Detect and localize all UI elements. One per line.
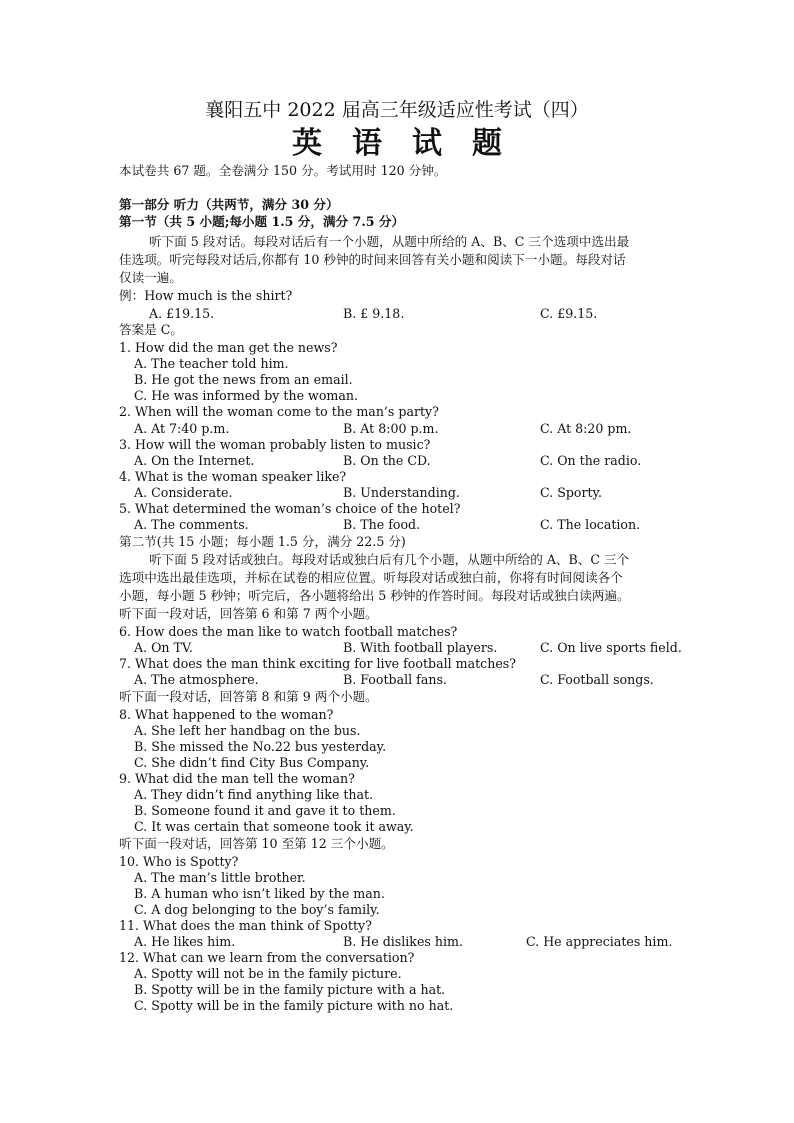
instruction-line: 听下面 5 段对话或独白。每段对话或独白后有几个小题，从题中所给的 A、B、C 三个 <box>149 552 630 567</box>
question-7-option-a: A. The atmosphere. <box>134 672 259 687</box>
question-12-option-a: A. Spotty will not be in the family picture. <box>134 966 402 981</box>
question-11: 11. What does the man think of Spotty? <box>119 918 372 933</box>
question-12: 12. What can we learn from the conversation? <box>119 950 415 965</box>
question-12-option-c: C. Spotty will be in the family picture with no hat. <box>134 998 454 1013</box>
question-9: 9. What did the man tell the woman? <box>119 771 355 786</box>
section-heading: 第二节(共 15 小题；每小题 1.5 分，满分 22.5 分) <box>119 534 406 549</box>
part-heading: 第一部分 听力（共两节，满分 30 分） <box>119 197 339 212</box>
question-11-option-c: C. He appreciates him. <box>526 934 673 949</box>
instruction-line: 仅读一遍。 <box>119 270 182 285</box>
question-11-option-a: A. He likes him. <box>134 934 236 949</box>
question-10-option-c: C. A dog belonging to the boy’s family. <box>134 902 380 917</box>
question-2: 2. When will the woman come to the man’s party? <box>119 404 439 419</box>
question-8: 8. What happened to the woman? <box>119 707 334 722</box>
question-2-option-b: B. At 8:00 p.m. <box>343 421 439 436</box>
instruction-line: 听下面 5 段对话。每段对话后有一个小题，从题中所给的 A、B、C 三个选项中选出最 <box>149 234 630 249</box>
question-2-option-a: A. At 7:40 p.m. <box>134 421 230 436</box>
question-7-option-c: C. Football songs. <box>540 672 654 687</box>
example-answer: 答案是 C。 <box>119 322 184 337</box>
question-6: 6. How does the man like to watch football matches? <box>119 624 458 639</box>
question-5: 5. What determined the woman’s choice of the hotel? <box>119 501 461 516</box>
section-heading: 第一节（共 5 小题;每小题 1.5 分，满分 7.5 分） <box>119 214 405 229</box>
example-option-b: B. £ 9.18. <box>343 306 405 321</box>
question-4-option-c: C. Sporty. <box>540 485 602 500</box>
exam-subject: 英语试题 <box>292 126 532 161</box>
question-8-option-a: A. She left her handbag on the bus. <box>134 723 361 738</box>
question-1: 1. How did the man get the news? <box>119 340 338 355</box>
exam-intro: 本试卷共 67 题。全卷满分 150 分。考试用时 120 分钟。 <box>119 163 447 178</box>
example-option-a: A. £19.15. <box>149 306 215 321</box>
question-4-option-b: B. Understanding. <box>343 485 460 500</box>
question-9-option-a: A. They didn’t find anything like that. <box>134 787 374 802</box>
question-5-option-b: B. The food. <box>343 517 421 532</box>
question-6-option-a: A. On TV. <box>134 640 193 655</box>
instruction-line: 佳选项。听完每段对话后,你都有 10 秒钟的时间来回答有关小题和阅读下一小题。每段对话 <box>119 252 626 267</box>
question-7-option-b: B. Football fans. <box>343 672 447 687</box>
dialogue-intro: 听下面一段对话，回答第 8 和第 9 两个小题。 <box>119 689 378 704</box>
question-5-option-a: A. The comments. <box>134 517 249 532</box>
question-10: 10. Who is Spotty? <box>119 854 239 869</box>
question-1-option-c: C. He was informed by the woman. <box>134 388 358 403</box>
dialogue-intro: 听下面一段对话，回答第 10 至第 12 三个小题。 <box>119 836 394 851</box>
question-6-option-c: C. On live sports field. <box>540 640 682 655</box>
instruction-line: 选项中选出最佳选项，并标在试卷的相应位置。听每段对话或独白前，你将有时间阅读各个 <box>119 570 623 585</box>
question-3-option-b: B. On the CD. <box>343 453 431 468</box>
question-3: 3. How will the woman probably listen to music? <box>119 437 431 452</box>
question-3-option-a: A. On the Internet. <box>134 453 255 468</box>
instruction-line: 小题，每小题 5 秒钟；听完后，各小题将给出 5 秒钟的作答时间。每段对话或独白读两遍。 <box>119 588 630 603</box>
question-5-option-c: C. The location. <box>540 517 641 532</box>
question-8-option-c: C. She didn’t find City Bus Company. <box>134 755 370 770</box>
dialogue-intro: 听下面一段对话，回答第 6 和第 7 两个小题。 <box>119 606 378 621</box>
question-1-option-b: B. He got the news from an email. <box>134 372 353 387</box>
question-10-option-a: A. The man’s little brother. <box>134 870 306 885</box>
question-3-option-c: C. On the radio. <box>540 453 642 468</box>
question-9-option-b: B. Someone found it and gave it to them. <box>134 803 396 818</box>
question-6-option-b: B. With football players. <box>343 640 498 655</box>
question-8-option-b: B. She missed the No.22 bus yesterday. <box>134 739 387 754</box>
question-1-option-a: A. The teacher told him. <box>134 356 289 371</box>
question-12-option-b: B. Spotty will be in the family picture with a hat. <box>134 982 446 997</box>
question-10-option-b: B. A human who isn’t liked by the man. <box>134 886 385 901</box>
question-4: 4. What is the woman speaker like? <box>119 469 347 484</box>
example-question: 例：How much is the shirt? <box>119 288 293 303</box>
example-option-c: C. £9.15. <box>540 306 598 321</box>
question-9-option-c: C. It was certain that someone took it away. <box>134 819 414 834</box>
question-7: 7. What does the man think exciting for live football matches? <box>119 656 516 671</box>
question-4-option-a: A. Considerate. <box>134 485 233 500</box>
exam-title: 襄阳五中 2022 届高三年级适应性考试（四） <box>205 99 589 121</box>
question-2-option-c: C. At 8:20 pm. <box>540 421 632 436</box>
question-11-option-b: B. He dislikes him. <box>343 934 463 949</box>
